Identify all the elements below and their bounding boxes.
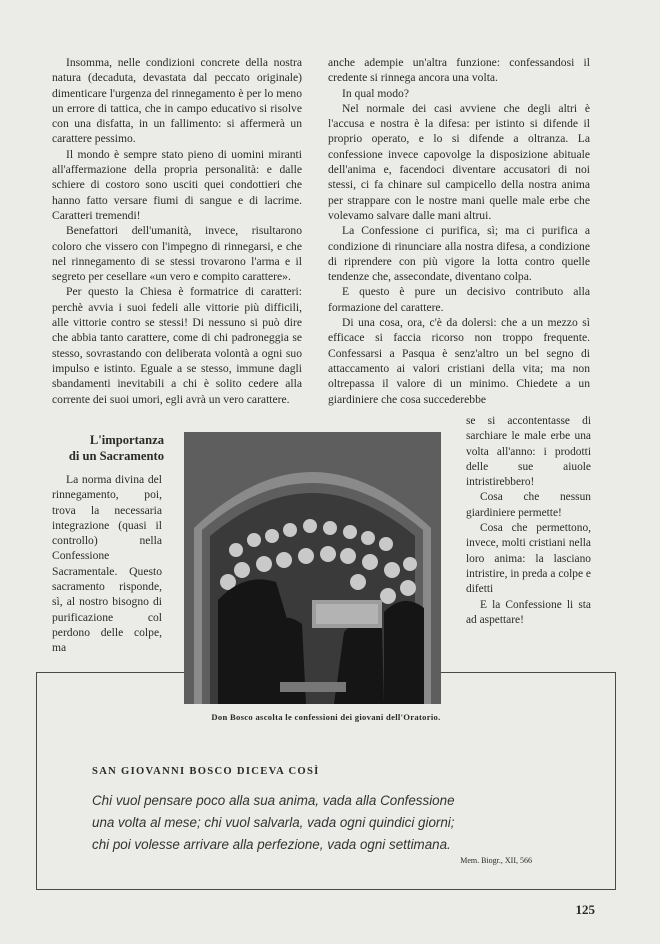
left-wrap-column	[52, 472, 162, 656]
paragraph: Nel normale dei casi avviene che degli altri è l'accusa e nostra è la difesa: per istinto si difende il proprio operato, e lo si difende a oltranza. La confessione invece capovolge la disposizione abituale dell'anima e, facendoci diventare accusatori di noi stessi, ci fa chinare sul campicello della nostra anima per strappare con le nostre mani quelle male erbe che volevamo salvare dalle mani altrui.	[328, 101, 590, 222]
quote-line-2: una volta al mese; chi vuol salvarla, vada ogni quindici giorni;	[92, 815, 455, 830]
section-heading-line-1: L'importanza	[89, 433, 164, 447]
photo-illustration	[184, 432, 441, 704]
paragraph: se si accontentasse di sarchiare le male erbe una volta all'anno: i prodotti delle sue aiuole intristirebbero!	[466, 415, 591, 489]
paragraph: Insomma, nelle condizioni concrete della nostra natura (decaduta, devastata dal peccato originale) dimenticare l'urgenza del rinnegamento è per lo meno un errore di tattica, che in campo educativo si risolve con una disfatta, in un fallimento: si affermerà un carattere pessimo.	[52, 56, 302, 146]
paragraph: Il mondo è sempre stato pieno di uomini miranti all'affermazione della propria personalità: e dalle schiere di costoro sono usciti quei condottieri che hanno fatto versare fiumi di sangue e di lacrime. Caratteri tremendi!	[52, 147, 302, 222]
quote-line-1: Chi vuol pensare poco alla sua anima, vada alla Confessione	[92, 793, 455, 808]
wrap-paragraph: La norma divina del rinnegamento, poi, trova la necessaria integrazione (quasi il controllo) nella Confessione Sacramentale. Questo sacramento risponde, sì, al nostro bisogno di purificazione col perdono delle colpe, ma	[52, 473, 162, 655]
quote-reference: Mem. Biogr., XII, 566	[460, 856, 532, 865]
paragraph: E questo è pure un decisivo contributo alla formazione del carattere.	[328, 285, 590, 314]
right-column	[328, 55, 590, 407]
paragraph: Cosa che nessun giardiniere permette!	[466, 491, 591, 519]
section-heading-line-2: di un Sacramento	[68, 449, 164, 463]
quote-title: SAN GIOVANNI BOSCO DICEVA COSÌ	[92, 766, 320, 777]
paragraph: Per questo la Chiesa è formatrice di caratteri: perchè avvia i suoi fedeli alle vittorie più difficili, alle vittorie contro se stessi! Di nessuno si può dire che abbia tanto carattere, come di chi padroneggia se stesso, sovrastando con deliberata volontà a ogni suo impulso e istinto. Eguale a se stesso, immune dagli sbandamenti inevitabili a chi è solito cedere alla corrente dei suoi umori, egli avrà un vero carattere.	[52, 285, 302, 406]
paragraph: Benefattori dell'umanità, invece, risultarono coloro che vissero con l'impegno di rinnegarsi, e che nel rinnegamento di se stessi trovarono l'arma e il segreto per cesellare «un vero e compito carattere».	[52, 224, 302, 284]
quote-text	[92, 790, 542, 856]
paragraph: La Confessione ci purifica, sì; ma ci purifica a condizione di rinunciare alla nostra difesa, a condizione di riprendere con più vigore la lotta contro quelle tendenze che, assecondate, diventano colpa.	[328, 224, 590, 284]
right-wrap-column	[466, 414, 591, 628]
paragraph: anche adempie un'altra funzione: confessandosi il credente si rinnega ancora una volta.	[328, 56, 590, 85]
paragraph: Di una cosa, ora, c'è da dolersi: che a un mezzo sì efficace si faccia ricorso non troppo frequente. Confessarsi a Pasqua è senz'altro un bel segno di attaccamento ai valori cristiani della vita; ma non oltrepassa il valore di un minimo. Chiedete a un giardiniere che cosa succederebbe	[328, 316, 590, 406]
section-heading	[52, 432, 164, 464]
page-number: 125	[575, 902, 595, 917]
left-column	[52, 55, 302, 407]
paragraph: Cosa che permettono, invece, molti cristiani nella loro anima: la lasciano intristire, in preda a colpe e difetti	[466, 522, 591, 596]
paragraph: In qual modo?	[342, 86, 409, 100]
quote-line-3: chi poi volesse arrivare alla perfezione, vada ogni settimana.	[92, 837, 451, 852]
photo-caption: Don Bosco ascolta le confessioni dei giovani dell'Oratorio.	[211, 712, 441, 722]
paragraph: E la Confessione li sta ad aspettare!	[466, 598, 591, 626]
photo-don-bosco-confessions	[184, 432, 441, 704]
